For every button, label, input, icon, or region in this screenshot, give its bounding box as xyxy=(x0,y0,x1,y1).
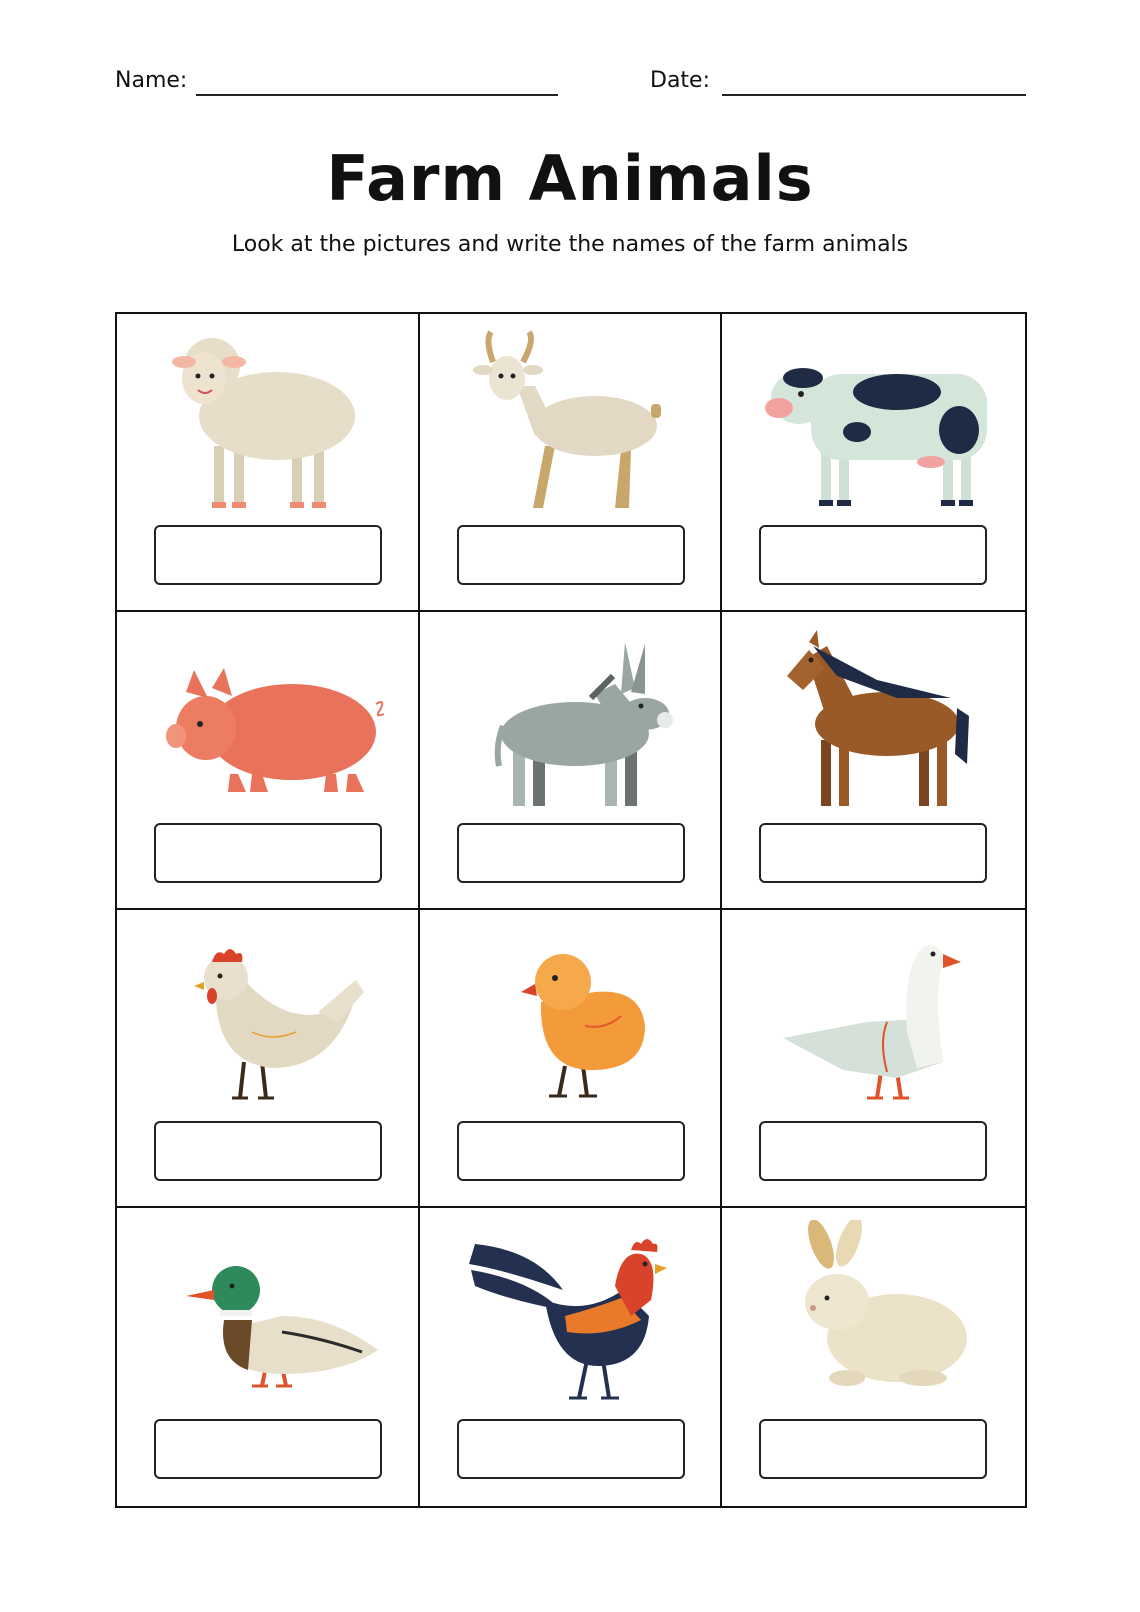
card-chick xyxy=(420,910,723,1208)
answer-box-horse[interactable] xyxy=(759,823,987,883)
answer-box-duck[interactable] xyxy=(154,1419,382,1479)
card-cow xyxy=(722,314,1025,612)
duck-icon xyxy=(142,1220,394,1416)
horse-icon xyxy=(747,624,999,820)
name-label: Name: xyxy=(115,68,188,93)
answer-box-sheep[interactable] xyxy=(154,525,382,585)
answer-box-donkey[interactable] xyxy=(457,823,685,883)
card-hen xyxy=(117,910,420,1208)
card-donkey xyxy=(420,612,723,910)
answer-box-rabbit[interactable] xyxy=(759,1419,987,1479)
donkey-icon xyxy=(445,624,697,820)
card-goat xyxy=(420,314,723,612)
hen-icon xyxy=(142,922,394,1118)
date-label: Date: xyxy=(650,68,710,93)
goat-icon xyxy=(445,326,697,522)
rabbit-icon xyxy=(747,1220,999,1416)
card-rooster xyxy=(420,1208,723,1506)
card-horse xyxy=(722,612,1025,910)
worksheet-header xyxy=(0,68,1140,98)
answer-box-cow[interactable] xyxy=(759,525,987,585)
goose-icon xyxy=(747,922,999,1118)
name-field[interactable] xyxy=(196,94,558,96)
cow-icon xyxy=(747,326,999,522)
answer-box-rooster[interactable] xyxy=(457,1419,685,1479)
answer-box-pig[interactable] xyxy=(154,823,382,883)
answer-box-goose[interactable] xyxy=(759,1121,987,1181)
card-sheep xyxy=(117,314,420,612)
card-pig xyxy=(117,612,420,910)
card-duck xyxy=(117,1208,420,1506)
card-rabbit xyxy=(722,1208,1025,1506)
answer-box-hen[interactable] xyxy=(154,1121,382,1181)
answer-box-goat[interactable] xyxy=(457,525,685,585)
sheep-icon xyxy=(142,326,394,522)
chick-icon xyxy=(445,922,697,1118)
rooster-icon xyxy=(445,1220,697,1416)
page-title: Farm Animals xyxy=(326,142,814,215)
date-field[interactable] xyxy=(722,94,1026,96)
pig-icon xyxy=(142,624,394,820)
animal-grid xyxy=(115,312,1027,1508)
answer-box-chick[interactable] xyxy=(457,1121,685,1181)
instructions: Look at the pictures and write the names of the farm animals xyxy=(231,232,909,257)
card-goose xyxy=(722,910,1025,1208)
